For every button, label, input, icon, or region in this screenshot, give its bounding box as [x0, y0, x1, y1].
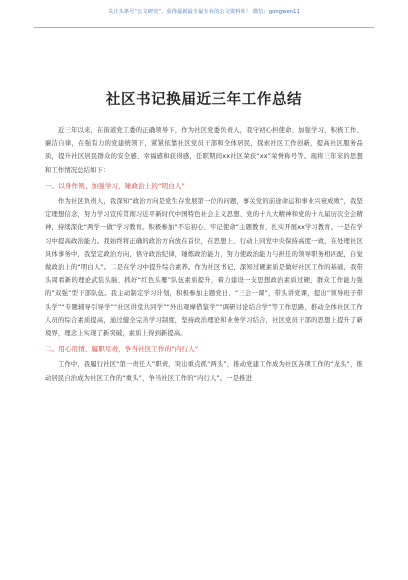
section-heading-1: 一、以身作则、加强学习，锤政治上的“明白人” [45, 181, 186, 190]
section-heading-2: 二、用心用情、履职尽责，争当社区工作的“内行人” [45, 345, 199, 354]
banner-divider [34, 27, 374, 28]
intro-paragraph: 近三年以来，在街道党工委的正确领导下，作为社区党委负责人，我守初心担使命、加强学习、积极工作、廉洁自律，在强有力的党建统领下，紧紧依靠社区党员干部和全体居民，探索社区工作创新，提高社区服务品质，提升社区居民群众的安全感、幸福感和获得感，任职期间xx社区荣获“xx”荣誉称号等。现将三年来的思想和工作情况总结如下： [45, 127, 363, 174]
document-body [45, 124, 363, 385]
section-2-paragraph: 工作中，我履行社区“第一责任人”职责，突出重点抓“两头”，推动党建工作成为社区各项工作的“龙头”，推动居民自治成为社区工作的“重头”，争当社区工作的“内行人”。一是推进 [45, 361, 363, 382]
section-1-paragraph: 作为社区负责人，我深知“政治方向是党生存发展第一位的问题，事关党的前途命运和事业兴衰成败”，我坚定理想信念，努力学习宣传贯彻习近平新时代中国特色社会主义思想、党的十九大精神和党的十九届历次全会精神，持续深化“两学一做”学习教育。积极参加“不忘初心、牢记使命”主题教育，扎实开展xx学习教育。一是在学习中提高政治能力。我始终将正确的政治方向放在首位，在思想上、行动上同党中央保持高度一致，在处理社区具体事务中，我坚定政治方向，恪守政治纪律，锤炼政治能力，努力使政治能力与担任的领导职务相匹配，自觉做政治上的“明白人”。二是在学习中提升综合素养。作为社区书记，深知过硬素质是做好社区工作的基础，我带头周看新的理论武装头脑、抓好“红色头雁”队伍素质提升，着力建设一支思想政治素质过硬，群众工作能力强的“双强”型干部队伍。我主动制定学习计划，积极参加主题党日、“三会一课”，带头讲党课，提出“领导班子带头学”“专题辅导引导学”“社区讲堂共同学”“外出观摩借鉴学”“调研讨论结合学”等工作思路，推动全体社区工作人员的综合素质提高，通过健全完善学习制度，坚持政治理论和业务学习结合，社区党员干部的思想上提升了新境界，理念上实现了新突破，素质上得到新提高。 [45, 198, 363, 338]
top-banner: 关注头条号“公文研究”，获得最新最全最专业的公文资料库！ 微信：gongwen11 [108, 9, 300, 15]
document-title: 社区书记换届近三年工作总结 [105, 92, 303, 108]
